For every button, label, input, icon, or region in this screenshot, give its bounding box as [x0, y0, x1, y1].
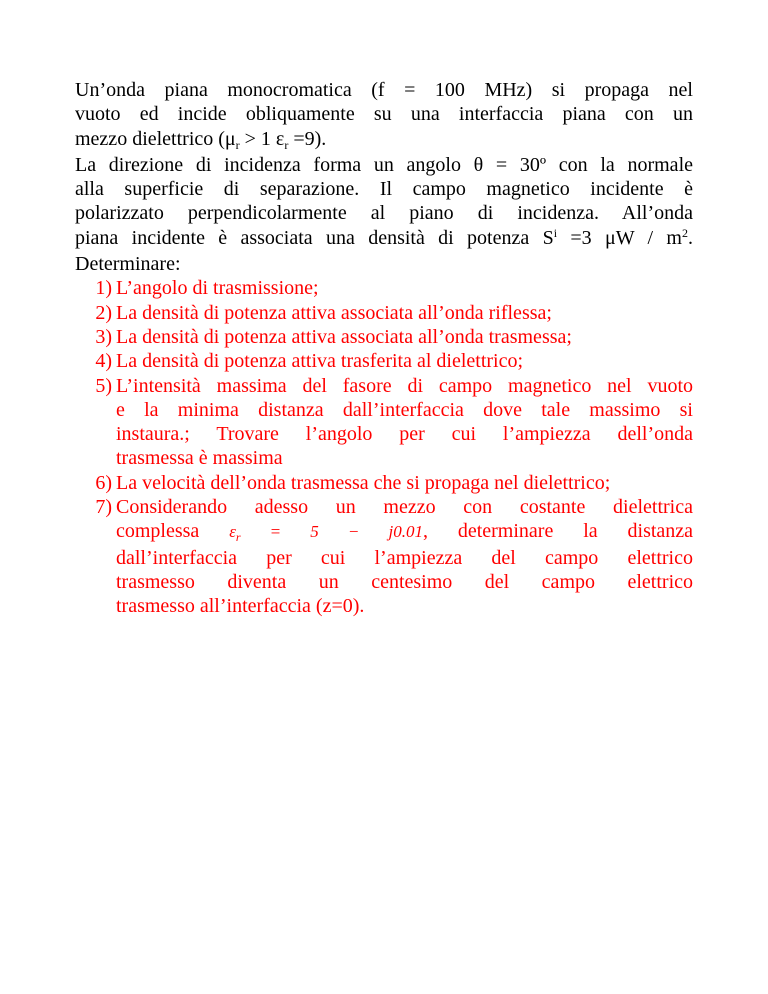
text-fragment: la: [583, 520, 598, 543]
text-line: vuoto ed incide obliquamente su una interfaccia piana con un: [75, 103, 693, 126]
item-number: 3): [95, 325, 112, 348]
list-item: [75, 349, 693, 373]
text-fragment: mezzo dielettrico (μ: [75, 127, 236, 150]
text-fragment: complessa: [116, 520, 200, 543]
text-line: Un’onda piana monocromatica (f = 100 MHz) si propaga nel: [75, 79, 693, 101]
text-line: Determinare:: [75, 253, 181, 276]
subscript: r: [235, 530, 241, 545]
item-text: trasmesso diventa un centesimo del campo elettrico: [116, 570, 693, 593]
item-text: Considerando adesso un mezzo con costante dielettrica: [116, 496, 693, 519]
item-text: trasmesso all’interfaccia (z=0).: [116, 595, 365, 618]
subscript: r: [284, 137, 289, 152]
text-fragment: =3 μW / m: [557, 226, 682, 249]
equation: [229, 522, 423, 545]
item-text: La densità di potenza attiva associata all’onda riflessa;: [116, 301, 552, 324]
item-number: 7): [95, 496, 112, 519]
text-fragment: ,: [422, 520, 428, 543]
item-text: La densità di potenza attiva trasferita al dielettrico;: [116, 350, 524, 373]
item-text: e la minima distanza dall’interfaccia dove tale massimo si: [116, 398, 693, 421]
text-fragment: distanza: [627, 520, 694, 543]
item-text: [116, 519, 693, 545]
item-number: 2): [95, 301, 112, 324]
item-text: L’angolo di trasmissione;: [116, 277, 319, 300]
item-text: trasmessa è massima: [116, 447, 283, 470]
item-number: 5): [95, 374, 112, 397]
item-text: instaura.; Trovare l’angolo per cui l’ampiezza dell’onda: [116, 423, 693, 446]
text-fragment: > 1 ε: [239, 127, 285, 150]
item-number: 4): [95, 350, 112, 373]
list-item: [75, 471, 693, 495]
text-fragment: piana incidente è associata una densità di potenza S: [75, 226, 554, 249]
list-item: [75, 495, 693, 618]
list-item: [75, 374, 693, 471]
item-number: 6): [95, 471, 112, 494]
equation-value: = 5 − j0.01: [240, 522, 423, 542]
document-page: [75, 78, 693, 619]
subscript: r: [235, 137, 240, 152]
list-item: [75, 301, 693, 325]
text-fragment: determinare: [457, 520, 554, 543]
text-line: polarizzato perpendicolarmente al piano di incidenza. All’onda: [75, 202, 693, 225]
superscript: 2: [682, 225, 688, 240]
list-item: [75, 325, 693, 349]
item-text: La velocità dell’onda trasmessa che si propaga nel dielettrico;: [116, 471, 611, 494]
superscript: i: [553, 225, 558, 240]
text-line: alla superficie di separazione. Il campo magnetico incidente è: [75, 178, 693, 201]
task-list: [75, 276, 693, 618]
text-line: La direzione di incidenza forma un angolo θ = 30º con la normale: [75, 153, 693, 176]
equation-symbol: ε: [229, 522, 236, 542]
item-text: dall’interfaccia per cui l’ampiezza del campo elettrico: [116, 546, 693, 569]
list-item: [75, 276, 693, 300]
item-number: 1): [95, 277, 112, 300]
text-line: [75, 127, 693, 153]
problem-statement: [75, 78, 693, 276]
text-fragment: =9).: [288, 127, 327, 150]
item-text: La densità di potenza attiva associata all’onda trasmessa;: [116, 325, 572, 348]
text-fragment: .: [688, 226, 693, 249]
text-line: [75, 226, 693, 252]
item-text: L’intensità massima del fasore di campo magnetico nel vuoto: [116, 374, 693, 397]
